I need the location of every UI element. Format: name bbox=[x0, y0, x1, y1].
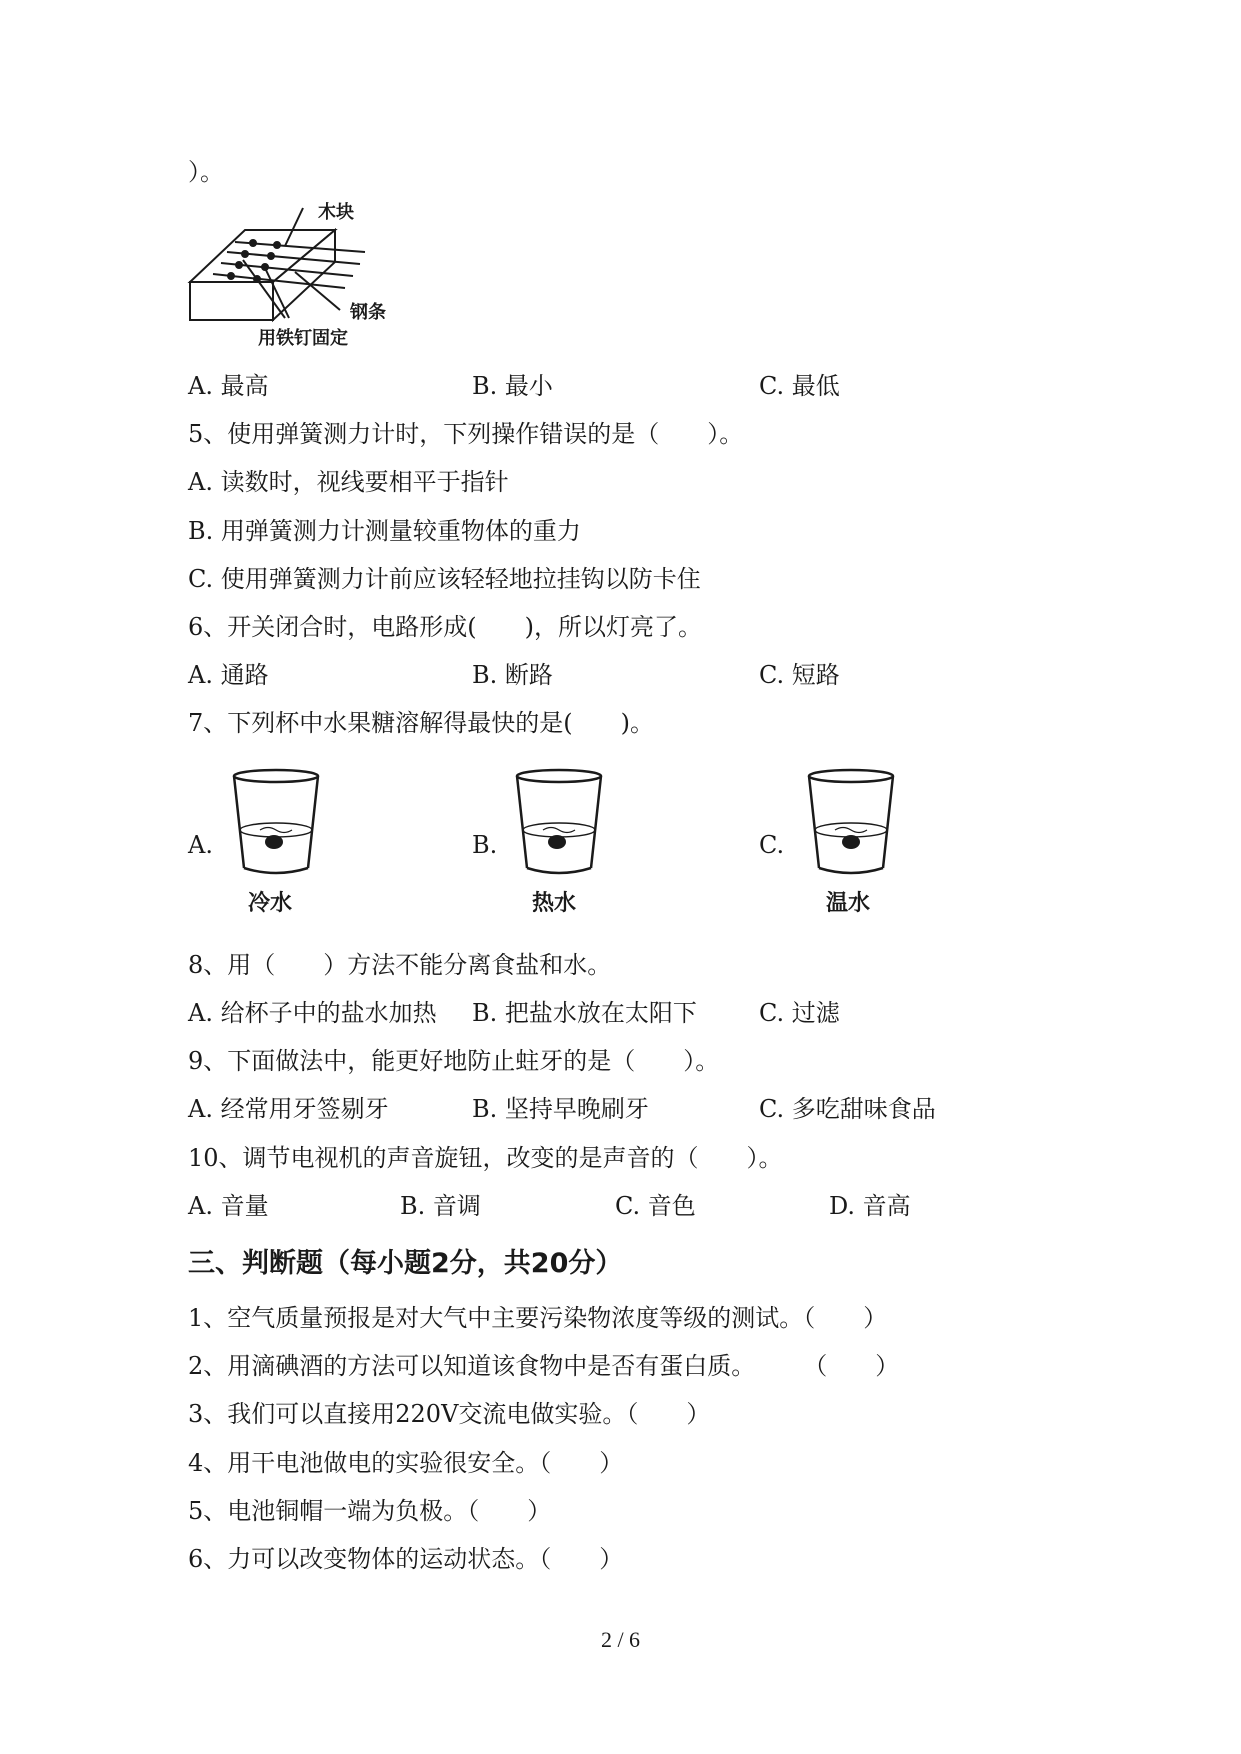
q8-option-b: B. 把盐水放在太阳下 bbox=[472, 999, 697, 1027]
judge-item-6: 6、力可以改变物体的运动状态。（ ） bbox=[188, 1545, 624, 1573]
q4-option-c: C. 最低 bbox=[759, 372, 840, 400]
q6-stem: 6、开关闭合时，电路形成( )，所以灯亮了。 bbox=[188, 613, 702, 641]
q10-option-c: C. 音色 bbox=[615, 1192, 696, 1220]
q8-option-a: A. 给杯子中的盐水加热 bbox=[188, 999, 437, 1027]
judge-item-4: 4、用干电池做电的实验很安全。（ ） bbox=[188, 1449, 624, 1477]
q4-option-a: A. 最高 bbox=[188, 372, 269, 400]
diagram-label-steel: 钢条 bbox=[350, 302, 386, 323]
cup-c-glass-icon bbox=[805, 768, 897, 880]
q9-stem: 9、下面做法中，能更好地防止蛀牙的是（ ）。 bbox=[188, 1047, 720, 1075]
q7-cup-c-letter: C. bbox=[759, 831, 785, 859]
judge-item-3: 3、我们可以直接用220V交流电做实验。（ ） bbox=[188, 1400, 711, 1428]
q4-stem-tail: ）。 bbox=[188, 158, 224, 186]
page-number: 2 / 6 bbox=[600, 1627, 641, 1652]
q8-stem: 8、用（ ）方法不能分离食盐和水。 bbox=[188, 951, 612, 979]
q5-option-c: C. 使用弹簧测力计前应该轻轻地拉挂钩以防卡住 bbox=[188, 565, 701, 593]
judge-item-5: 5、电池铜帽一端为负极。（ ） bbox=[188, 1497, 552, 1525]
q10-stem: 10、调节电视机的声音旋钮，改变的是声音的（ ）。 bbox=[188, 1144, 783, 1172]
q7-cup-a-letter: A. bbox=[188, 831, 213, 859]
q5-option-b: B. 用弹簧测力计测量较重物体的重力 bbox=[188, 517, 581, 545]
q7-cup-c-label: 温水 bbox=[826, 891, 871, 916]
q7-cup-b-label: 热水 bbox=[532, 891, 577, 916]
cup-b-glass-icon bbox=[513, 768, 605, 880]
q9-option-b: B. 坚持早晚刷牙 bbox=[472, 1095, 649, 1123]
q10-option-b: B. 音调 bbox=[400, 1192, 481, 1220]
section-3-title: 三、判断题（每小题2分，共20分） bbox=[188, 1248, 623, 1279]
q6-option-a: A. 通路 bbox=[188, 661, 269, 689]
q5-stem: 5、使用弹簧测力计时，下列操作错误的是（ ）。 bbox=[188, 420, 744, 448]
q9-option-a: A. 经常用牙签剔牙 bbox=[188, 1095, 389, 1123]
diagram-label-nail: 用铁钉固定 bbox=[258, 328, 348, 349]
q6-option-b: B. 断路 bbox=[472, 661, 553, 689]
q4-option-b: B. 最小 bbox=[472, 372, 553, 400]
q9-option-c: C. 多吃甜味食品 bbox=[759, 1095, 936, 1123]
q10-option-d: D. 音高 bbox=[829, 1192, 911, 1220]
cup-a-glass-icon bbox=[230, 768, 322, 880]
judge-item-2: 2、用滴碘酒的方法可以知道该食物中是否有蛋白质。 （ ） bbox=[188, 1352, 900, 1380]
q7-cup-a-label: 冷水 bbox=[248, 891, 293, 916]
q5-option-a: A. 读数时，视线要相平于指针 bbox=[188, 468, 509, 496]
q6-option-c: C. 短路 bbox=[759, 661, 840, 689]
diagram-label-wood: 木块 bbox=[318, 202, 354, 223]
q7-cup-b-letter: B. bbox=[472, 831, 498, 859]
q10-option-a: A. 音量 bbox=[188, 1192, 269, 1220]
q7-stem: 7、下列杯中水果糖溶解得最快的是( )。 bbox=[188, 709, 654, 737]
judge-item-1: 1、空气质量预报是对大气中主要污染物浓度等级的测试。（ ） bbox=[188, 1304, 888, 1332]
q8-option-c: C. 过滤 bbox=[759, 999, 840, 1027]
